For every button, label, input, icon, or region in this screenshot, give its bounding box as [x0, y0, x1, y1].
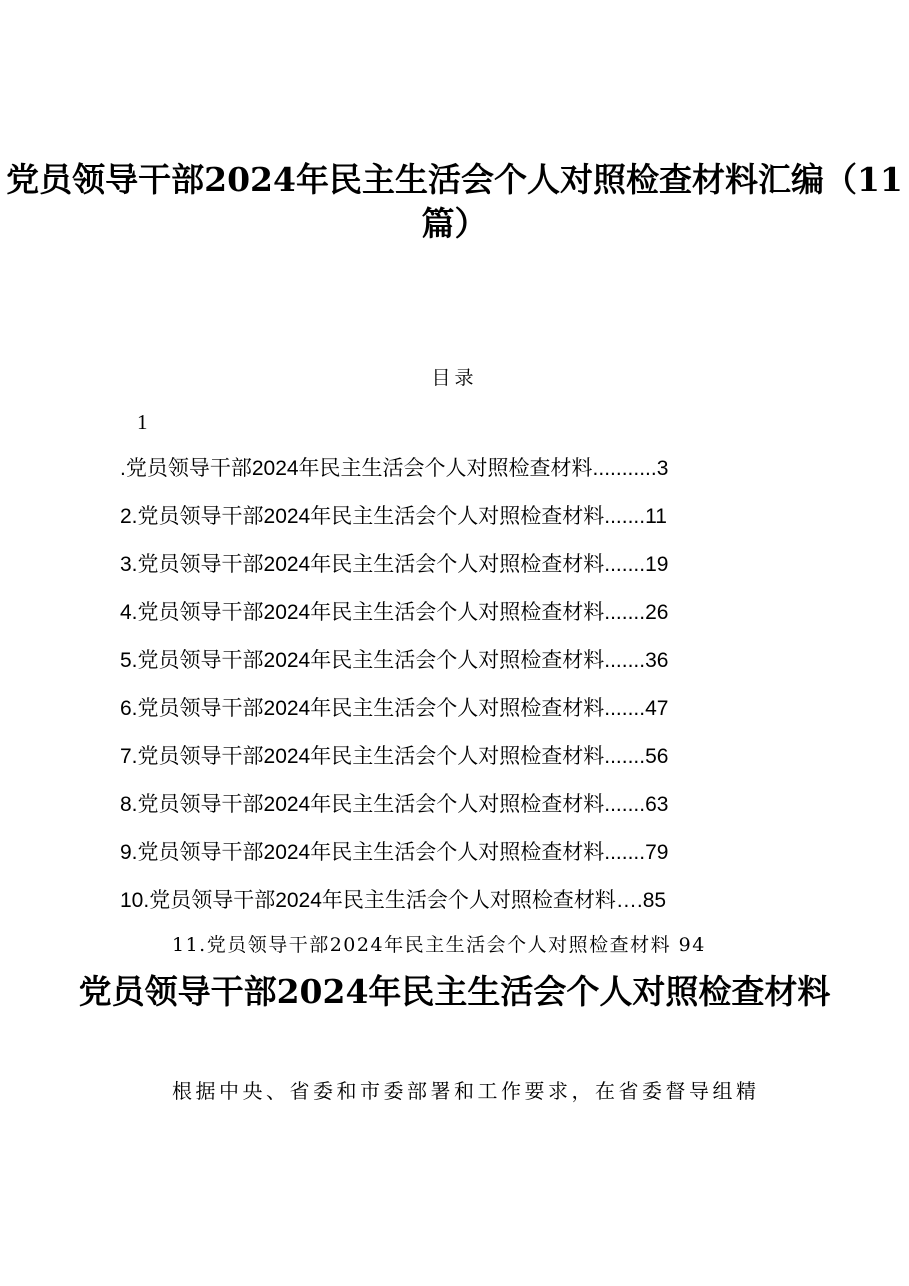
toc-entry-11[interactable]: 11.党员领导干部2024年民主生活会个人对照检查材料 94 [172, 934, 706, 956]
toc-entry-3[interactable]: 3.党员领导干部2024年民主生活会个人对照检查材料.......19 [120, 553, 669, 576]
document-title: 党员领导干部2024年民主生活会个人对照检查材料汇编（11篇） [6, 160, 903, 243]
toc-entry-8[interactable]: 8.党员领导干部2024年民主生活会个人对照检查材料.......63 [120, 793, 669, 816]
toc-entry-4[interactable]: 4.党员领导干部2024年民主生活会个人对照检查材料.......26 [120, 601, 669, 624]
body-paragraph: 根据中央、省委和市委部署和工作要求，在省委督导组精 [172, 1079, 760, 1103]
toc-entry-5[interactable]: 5.党员领导干部2024年民主生活会个人对照检查材料.......36 [120, 649, 669, 672]
toc-entry-6[interactable]: 6.党员领导干部2024年民主生活会个人对照检查材料.......47 [120, 697, 669, 720]
table-of-contents [120, 452, 760, 932]
toc-entry-10[interactable]: 10.党员领导干部2024年民主生活会个人对照检查材料….85 [120, 889, 667, 912]
toc-entry-2[interactable]: 2.党员领导干部2024年民主生活会个人对照检查材料.......11 [120, 505, 667, 528]
toc-stray-number: 1 [137, 410, 148, 434]
toc-entry-1[interactable]: .党员领导干部2024年民主生活会个人对照检查材料...........3 [120, 457, 669, 480]
section-title: 党员领导干部2024年民主生活会个人对照检查材料 [78, 972, 831, 1011]
toc-heading: 目录 [431, 367, 478, 389]
toc-entry-7[interactable]: 7.党员领导干部2024年民主生活会个人对照检查材料.......56 [120, 745, 669, 768]
toc-entry-9[interactable]: 9.党员领导干部2024年民主生活会个人对照检查材料.......79 [120, 841, 669, 864]
